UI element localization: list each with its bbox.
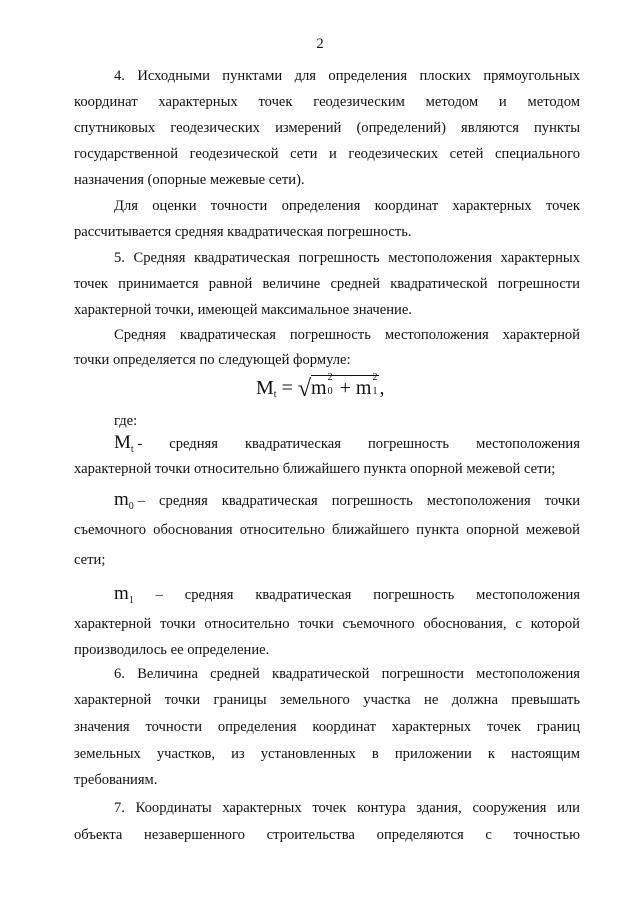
def-m1-word-4: погрешность [373,587,455,603]
accuracy-line-1: Для оценки точности определения координат характерных точек [114,198,580,214]
def-mt-var-sub: t [130,443,134,455]
p7-line-1: 7. Координаты характерных точек контура здания, сооружения или [114,800,580,816]
formula-lhs-sub: t [273,389,277,400]
formula-m1: m [355,377,372,399]
def-m0-text: – средняя квадратическая погрешность местоположения точки [137,493,580,509]
accuracy-line-2: рассчитывается средняя квадратическая погрешность. [74,224,412,240]
formula-comma: , [379,377,385,399]
def-mt-line-2: характерной точки относительно ближайшего пункта опорной межевой сети; [74,461,556,477]
p7-line-2: объекта незавершенного строительства определяются с точностью [74,827,580,843]
formula-m1-sub: 1 [372,386,378,397]
p6-line-2: характерной точки границы земельного участка не должна превышать [74,692,580,708]
p6-line-5: требованиям. [74,772,158,788]
formula-m0: m [311,377,327,399]
formula-m1-sq: 2 [372,372,378,383]
p4-line-1: 4. Исходными пунктами для определения плоских прямоугольных [114,68,580,84]
def-m1-word-1: – [155,587,163,603]
def-m1-line-1 [114,583,580,606]
formula-intro-line-1: Средняя квадратическая погрешность местоположения характерной [114,327,580,343]
def-mt-word-2: квадратическая [244,436,341,452]
formula-m0-sub: 0 [327,386,333,397]
def-m0-line-1 [114,489,580,512]
formula-sqrt [298,374,380,401]
def-mt-word-3: погрешность [367,436,450,452]
formula-lhs: M [256,377,274,399]
p4-line-4: государственной геодезической сети и геодезических сетей специального [74,146,580,162]
formula-eq: = [276,377,298,399]
def-m1-var: m [114,583,129,604]
def-m0-var-sub: 0 [128,500,134,512]
def-m1-word-2: средняя [184,587,234,603]
def-m1-word-3: квадратическая [255,587,352,603]
def-m1-line-2: характерной точки относительно точки съемочного обоснования, с которой [74,616,580,632]
def-m0-line-2: съемочного обоснования относительно ближайшего пункта опорной межевой [74,522,580,538]
sqrt-icon: √ [297,376,312,402]
formula-m0-sq: 2 [327,372,333,383]
def-mt-word-4: местоположения [476,436,580,452]
p5-line-3: характерной точки, имеющей максимальное значение. [74,302,412,318]
def-mt-line-1 [74,432,580,455]
def-m0-var: m [114,489,129,510]
formula-radicand [311,372,379,399]
def-mt-dash: - [133,436,143,452]
page-number: 2 [316,36,324,52]
formula-plus: + [334,377,356,399]
p4-line-2: координат характерных точек геодезическим методом и методом [74,94,580,110]
def-m1-line-3: производилось ее определение. [74,642,270,658]
p6-line-3: значения точности определения координат характерных точек границ [74,719,580,735]
def-mt-word-1: средняя [169,436,218,452]
def-mt-var: M [114,432,131,453]
p4-line-5: назначения (опорные межевые сети). [74,172,305,188]
p5-line-1: 5. Средняя квадратическая погрешность местоположения характерных [114,250,580,266]
p5-line-2: точек принимается равной величине средней квадратической погрешности [74,276,580,292]
def-m0-line-3: сети; [74,552,106,568]
def-m1-var-sub: 1 [128,594,134,606]
p6-line-1: 6. Величина средней квадратической погрешности местоположения [114,666,580,682]
formula-intro-line-2: точки определяется по следующей формуле: [74,352,351,368]
where-label: где: [114,413,138,429]
p4-line-3: спутниковых геодезических измерений (определений) являются пункты [74,120,580,136]
p6-line-4: земельных участков, из установленных в приложении к настоящим [74,746,580,762]
def-m1-word-5: местоположения [476,587,580,603]
formula [256,374,384,414]
